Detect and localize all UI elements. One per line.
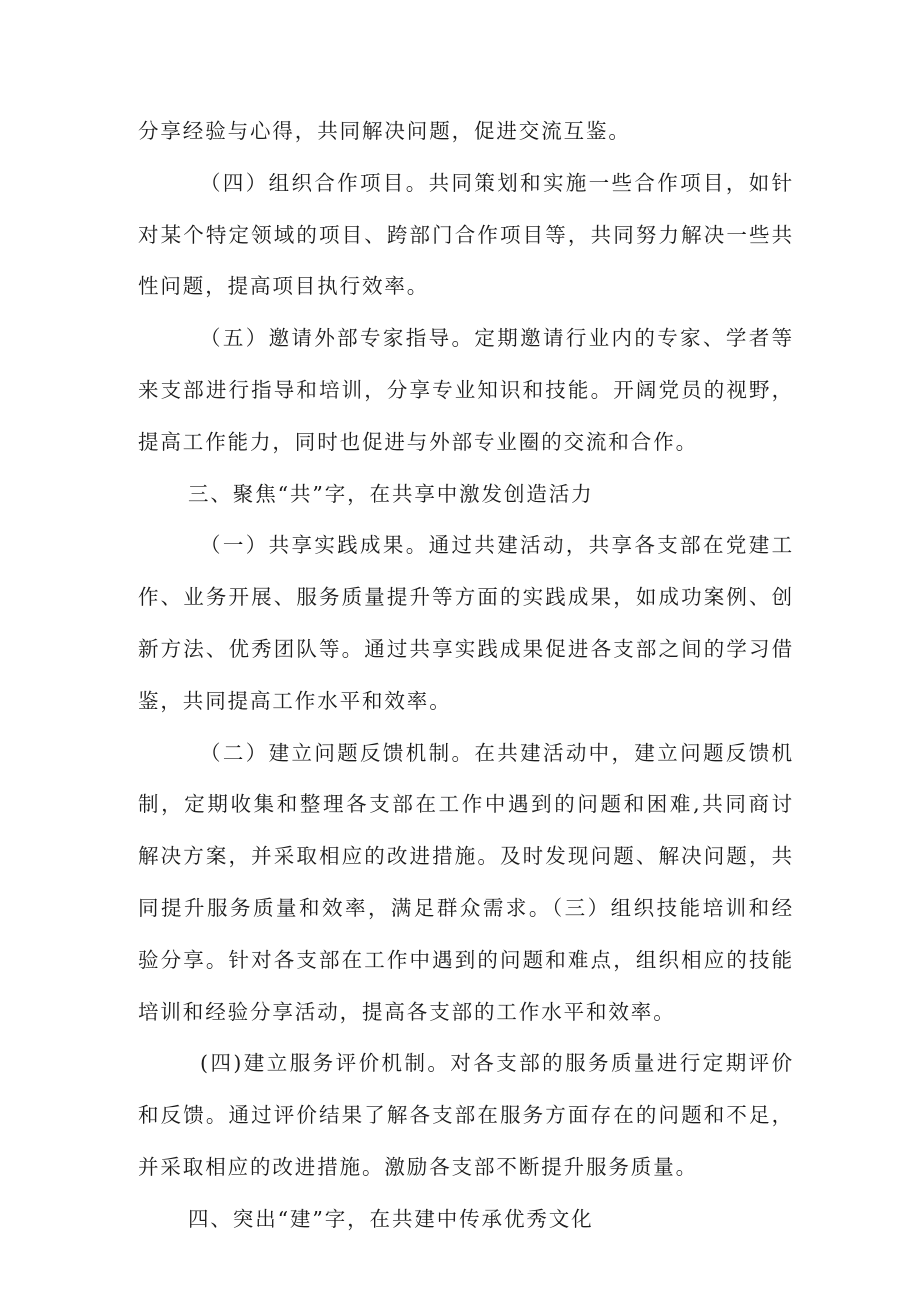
paragraph-continuation: 分享经验与心得，共同解决问题，促进交流互鉴。 bbox=[138, 119, 631, 143]
paragraph-problem-feedback-mechanism: （二）建立问题反馈机制。在共建活动中，建立问题反馈机制，定期收集和整理各支部在工作中遇到的问题和困难,共同商讨解决方案，并采取相应的改进措施。及时发现问题、解决问题，共同提升服务质量和效率，满足群众需求。（三）组织技能培训和经验分享。针对各支部在工作中遇到的问题和难点，组织相应的技能培训和经验分享活动，提高各支部的工作水平和效率。 bbox=[138, 740, 794, 1024]
paragraph-invite-external-experts: （五）邀请外部专家指导。定期邀请行业内的专家、学者等来支部进行指导和培训，分享专业知识和技能。开阔党员的视野，提高工作能力，同时也促进与外部专业圈的交流和合作。 bbox=[138, 326, 794, 454]
section-heading-4: 四、突出“建”字，在共建中传承优秀文化 bbox=[188, 1206, 594, 1231]
paragraph-share-practice-results: （一）共享实践成果。通过共建活动，共享各支部在党建工作、业务开展、服务质量提升等方面的实践成果，如成功案例、创新方法、优秀团队等。通过共享实践成果促进各支部之间的学习借鉴，共同提高工作水平和效率。 bbox=[138, 533, 794, 713]
document-body bbox=[138, 106, 794, 1246]
section-heading-3: 三、聚焦“共”字，在共享中激发创造活力 bbox=[188, 481, 594, 506]
paragraph-organize-cooperation-projects: （四）组织合作项目。共同策划和实施一些合作项目，如针对某个特定领域的项目、跨部门合作项目等，共同努力解决一些共性问题，提高项目执行效率。 bbox=[138, 170, 794, 299]
paragraph-service-evaluation-mechanism: (四)建立服务评价机制。对各支部的服务质量进行定期评价和反馈。通过评价结果了解各支部在服务方面存在的问题和不足，并采取相应的改进措施。激励各支部不断提升服务质量。 bbox=[138, 1051, 794, 1179]
